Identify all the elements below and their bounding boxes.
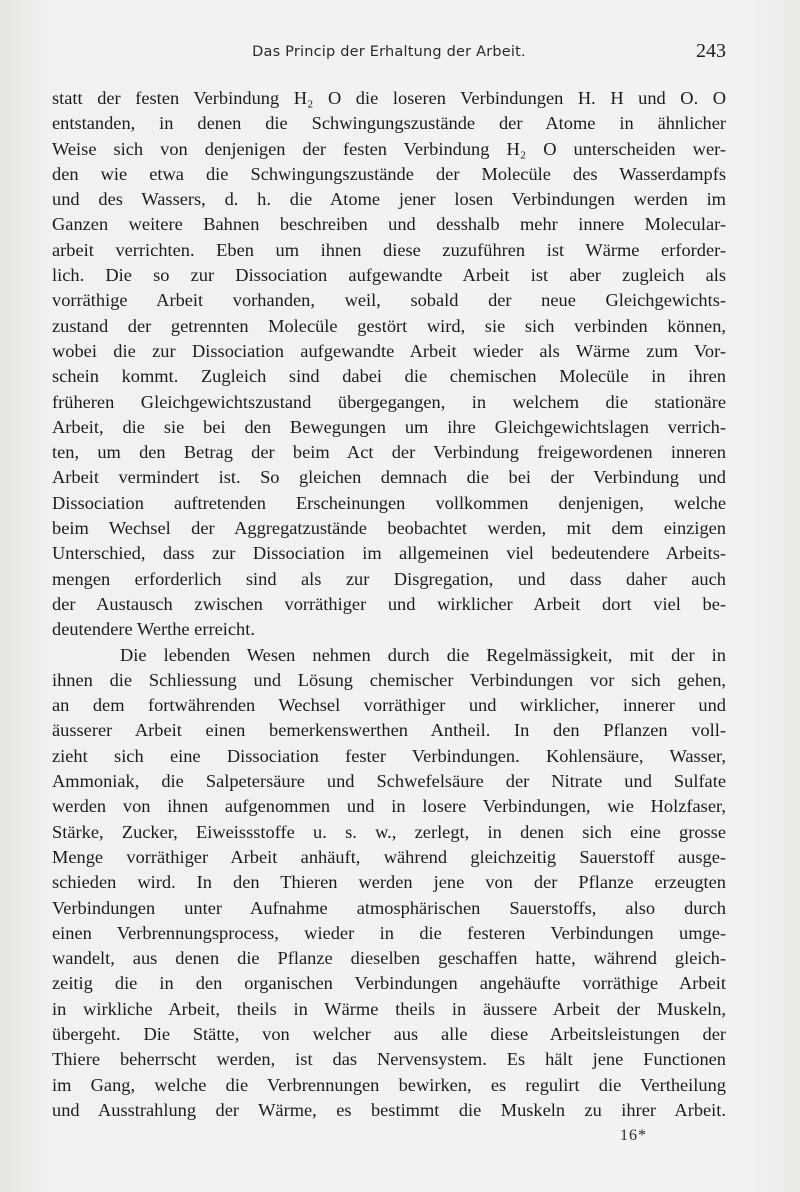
text-line: wobei die zur Dissociation aufgewandte Arbeit wieder als Wärme zum Vor- (52, 340, 726, 361)
running-title: Das Princip der Erhaltung der Arbeit. (252, 44, 526, 60)
page-number: 243 (696, 40, 726, 62)
text-line: vorräthige Arbeit vorhanden, weil, sobald der neue Gleichgewichts- (52, 290, 726, 311)
text-line: entstanden, in denen die Schwingungszustände der Atome in ähnlicher (52, 113, 726, 134)
text-line: an dem fortwährenden Wechsel vorräthiger und wirklicher, innerer und (52, 695, 726, 716)
text-line: Ammoniak, die Salpetersäure und Schwefelsäure der Nitrate und Sulfate (52, 771, 726, 792)
body-text (52, 86, 726, 1123)
paragraph-end-line: deutendere Werthe erreicht. (52, 619, 255, 640)
text-line: Weise sich von denjenigen der festen Verbindung H₂ O unterscheiden wer- (52, 138, 726, 159)
text-line: Arbeit vermindert ist. So gleichen demnach die bei der Verbindung und (52, 467, 726, 488)
text-line: statt der festen Verbindung H₂ O die loseren Verbindungen H. H und O. O (52, 88, 726, 108)
text-line: und Ausstrahlung der Wärme, es bestimmt die Muskeln zu ihrer Arbeit. (52, 1099, 726, 1120)
text-line: den wie etwa die Schwingungszustände der Molecüle des Wasserdampfs (52, 163, 726, 184)
text-line: der Austausch zwischen vorräthiger und wirklicher Arbeit dort viel be- (52, 593, 726, 614)
text-line: äusserer Arbeit einen bemerkenswerthen Antheil. In den Pflanzen voll- (52, 720, 726, 741)
text-line: arbeit verrichten. Eben um ihnen diese zuzuführen ist Wärme erforder- (52, 239, 726, 260)
text-line: und des Wassers, d. h. die Atome jener losen Verbindungen werden im (52, 189, 726, 210)
running-head (52, 40, 726, 70)
text-line: Menge vorräthiger Arbeit anhäuft, während gleichzeitig Sauerstoff ausge- (52, 846, 726, 867)
text-line: Dissociation auftretenden Erscheinungen vollkommen denjenigen, welche (52, 492, 726, 513)
text-line: Ganzen weitere Bahnen beschreiben und desshalb mehr innere Molecular- (52, 214, 726, 235)
text-line: früheren Gleichgewichtszustand übergegangen, in welchem die stationäre (52, 391, 726, 412)
text-line: Arbeit, die sie bei den Bewegungen um ihre Gleichgewichtslagen verrich- (52, 416, 726, 437)
text-line: einen Verbrennungsprocess, wieder in die festeren Verbindungen umge- (52, 922, 726, 943)
text-line: Verbindungen unter Aufnahme atmosphärischen Sauerstoffs, also durch (52, 897, 726, 918)
text-line: Stärke, Zucker, Eiweissstoffe u. s. w., zerlegt, in denen sich eine grosse (52, 821, 726, 842)
text-line: zustand der getrennten Molecüle gestört wird, sie sich verbinden können, (52, 315, 726, 336)
text-line: zeitig die in den organischen Verbindungen angehäufte vorräthige Arbeit (52, 973, 726, 994)
text-line: Unterschied, dass zur Dissociation im allgemeinen viel bedeutendere Arbeits- (52, 543, 726, 564)
text-line: in wirkliche Arbeit, theils in Wärme theils in äussere Arbeit der Muskeln, (52, 998, 726, 1019)
text-line: wandelt, aus denen die Pflanze dieselben geschaffen hatte, während gleich- (52, 948, 726, 969)
text-line: schein kommt. Zugleich sind dabei die chemischen Molecüle in ihren (52, 366, 726, 387)
text-line: beim Wechsel der Aggregatzustände beobachtet werden, mit dem einzigen (52, 518, 726, 539)
text-line: mengen erforderlich sind als zur Disgregation, und dass daher auch (52, 568, 726, 589)
text-line: übergeht. Die Stätte, von welcher aus alle diese Arbeitsleistungen der (52, 1023, 726, 1044)
text-line: werden von ihnen aufgenommen und in losere Verbindungen, wie Holzfaser, (52, 796, 726, 817)
text-line: schieden wird. In den Thieren werden jene von der Pflanze erzeugten (52, 872, 726, 893)
paragraph-start-line: Die lebenden Wesen nehmen durch die Regelmässigkeit, mit der in (120, 644, 726, 665)
text-line: ihnen die Schliessung und Lösung chemischer Verbindungen vor sich gehen, (52, 669, 726, 690)
text-line: lich. Die so zur Dissociation aufgewandte Arbeit ist aber zugleich als (52, 265, 726, 286)
text-line: Thiere beherrscht werden, ist das Nervensystem. Es hält jene Functionen (52, 1049, 726, 1070)
text-line: zieht sich eine Dissociation fester Verbindungen. Kohlensäure, Wasser, (52, 745, 726, 766)
text-line: im Gang, welche die Verbrennungen bewirken, es regulirt die Vertheilung (52, 1074, 726, 1095)
text-line: ten, um den Betrag der beim Act der Verbindung freigewordenen inneren (52, 442, 726, 463)
signature-mark: 16* (620, 1127, 647, 1144)
